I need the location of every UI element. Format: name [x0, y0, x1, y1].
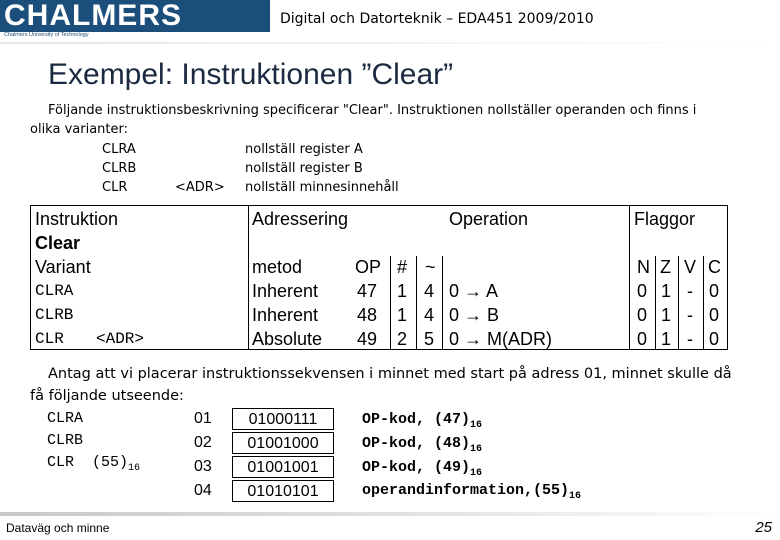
table-cell-flag: 0: [637, 329, 648, 349]
table-cell-cycles: 4: [424, 281, 435, 301]
table-cell-metod: Absolute: [252, 329, 323, 349]
logo-text: CHALMERS: [4, 0, 182, 32]
table-cell-variant: CLRB: [35, 306, 74, 324]
table-cell-cycles: 5: [424, 329, 435, 349]
column-divider: [678, 256, 679, 349]
header-bytes: #: [397, 257, 408, 277]
table-cell-flag: 0: [637, 305, 648, 325]
table-cell-flag: 1: [661, 305, 672, 325]
table-cell-flag: 0: [709, 281, 720, 301]
column-divider: [442, 256, 443, 349]
memory-cell: 01001000: [232, 432, 334, 454]
flag-v: V: [684, 257, 697, 277]
memory-comment: OP-kod, $(48)_{16}$: [362, 435, 483, 455]
table-cell-flag: -: [687, 305, 693, 325]
table-border: [727, 205, 728, 350]
footer-divider: [0, 512, 780, 516]
memory-comment: OP-kod, $(49)_{16}$: [362, 459, 483, 479]
table-border: [30, 205, 728, 206]
flag-n: N: [637, 257, 650, 277]
logo-subtext: Chalmers University of Technology: [4, 32, 89, 38]
column-divider: [390, 256, 391, 349]
table-cell-cycles: 4: [424, 305, 435, 325]
flag-c: C: [708, 257, 721, 277]
table-cell-flag: 1: [661, 329, 672, 349]
table-cell-variant: CLRA: [35, 282, 74, 300]
table-cell-op: 48: [357, 305, 378, 325]
page-number: 25: [755, 519, 772, 536]
table-cell-flag: 0: [709, 329, 720, 349]
table-cell-flag: 1: [661, 281, 672, 301]
memory-instr: CLRA: [47, 410, 84, 427]
memory-comment: OP-kod, $(47)_{16}$: [362, 411, 483, 431]
memory-address: 01: [194, 410, 212, 427]
table-cell-operation: 0 → A: [449, 281, 499, 301]
footer-text: Dataväg och minne: [6, 521, 110, 535]
flag-z: Z: [660, 257, 671, 277]
memory-cell: 01010101: [232, 480, 334, 502]
header-op: OP: [355, 257, 382, 277]
slide-title: Exempel: Instruktionen ”Clear”: [48, 58, 454, 91]
header-clear: Clear: [35, 233, 81, 253]
column-divider: [416, 256, 417, 349]
header-adressering: Adressering: [252, 209, 349, 229]
memory-cell: 01001001: [232, 456, 334, 478]
variant-desc: nollställ register A: [245, 142, 363, 157]
table-cell-flag: -: [687, 281, 693, 301]
table-cell-bytes: 1: [397, 305, 408, 325]
header-operation: Operation: [449, 209, 529, 229]
memory-address: 03: [194, 458, 212, 475]
table-cell-op: 49: [357, 329, 378, 349]
memory-comment: $operandinformation,(55)_{16}$: [362, 482, 582, 502]
header-instruktion: Instruktion: [35, 209, 119, 229]
intro-line-1: Följande instruktionsbeskrivning specificerar "Clear". Instruktionen nollställer operanden och finns i: [48, 103, 697, 118]
table-cell-flag: 0: [637, 281, 648, 301]
table-border: [30, 205, 31, 350]
memory-instr: CLRB: [47, 432, 84, 449]
variant-name: CLRA: [102, 142, 136, 157]
memory-instr: CLR $(55)_{16}$: [47, 454, 141, 474]
variant-desc: nollställ register B: [245, 161, 363, 176]
memory-address: 02: [194, 434, 212, 451]
para2-line-2: få följande utseende:: [30, 388, 184, 404]
memory-address: 04: [194, 482, 212, 499]
table-cell-op: 47: [357, 281, 378, 301]
table-cell-metod: Inherent: [252, 281, 319, 301]
table-cell-flag: -: [687, 329, 693, 349]
variant-name: CLR: [102, 180, 128, 195]
column-divider: [655, 256, 656, 349]
header-variant: Variant: [35, 257, 91, 277]
table-cell-metod: Inherent: [252, 305, 319, 325]
intro-line-2: olika varianter:: [30, 122, 128, 137]
table-cell-operation: 0 → M(ADR): [449, 329, 552, 349]
table-border: [629, 205, 630, 350]
header-cycles: ~: [425, 257, 436, 277]
chalmers-logo: [0, 0, 270, 32]
table-cell-bytes: 1: [397, 281, 408, 301]
course-title: Digital och Datorteknik – EDA451 2009/2010: [280, 11, 594, 27]
header-flaggor: Flaggor: [634, 209, 696, 229]
variant-arg: <ADR>: [175, 180, 225, 195]
memory-cell: 01000111: [232, 408, 334, 430]
table-cell-variant: CLR: [35, 330, 64, 348]
table-cell-operation: 0 → B: [449, 305, 500, 325]
table-border: [248, 205, 249, 350]
table-cell-arg: <ADR>: [96, 330, 145, 348]
header-divider: [0, 42, 780, 44]
para2-line-1: Antag att vi placerar instruktionssekvensen i minnet med start på adress 01, minnet skulle då: [48, 366, 732, 382]
header-metod: metod: [252, 257, 303, 277]
table-cell-bytes: 2: [397, 329, 408, 349]
table-cell-flag: 0: [709, 305, 720, 325]
variant-name: CLRB: [102, 161, 137, 176]
column-divider: [703, 256, 704, 349]
variant-desc: nollställ minnesinnehåll: [245, 180, 399, 195]
